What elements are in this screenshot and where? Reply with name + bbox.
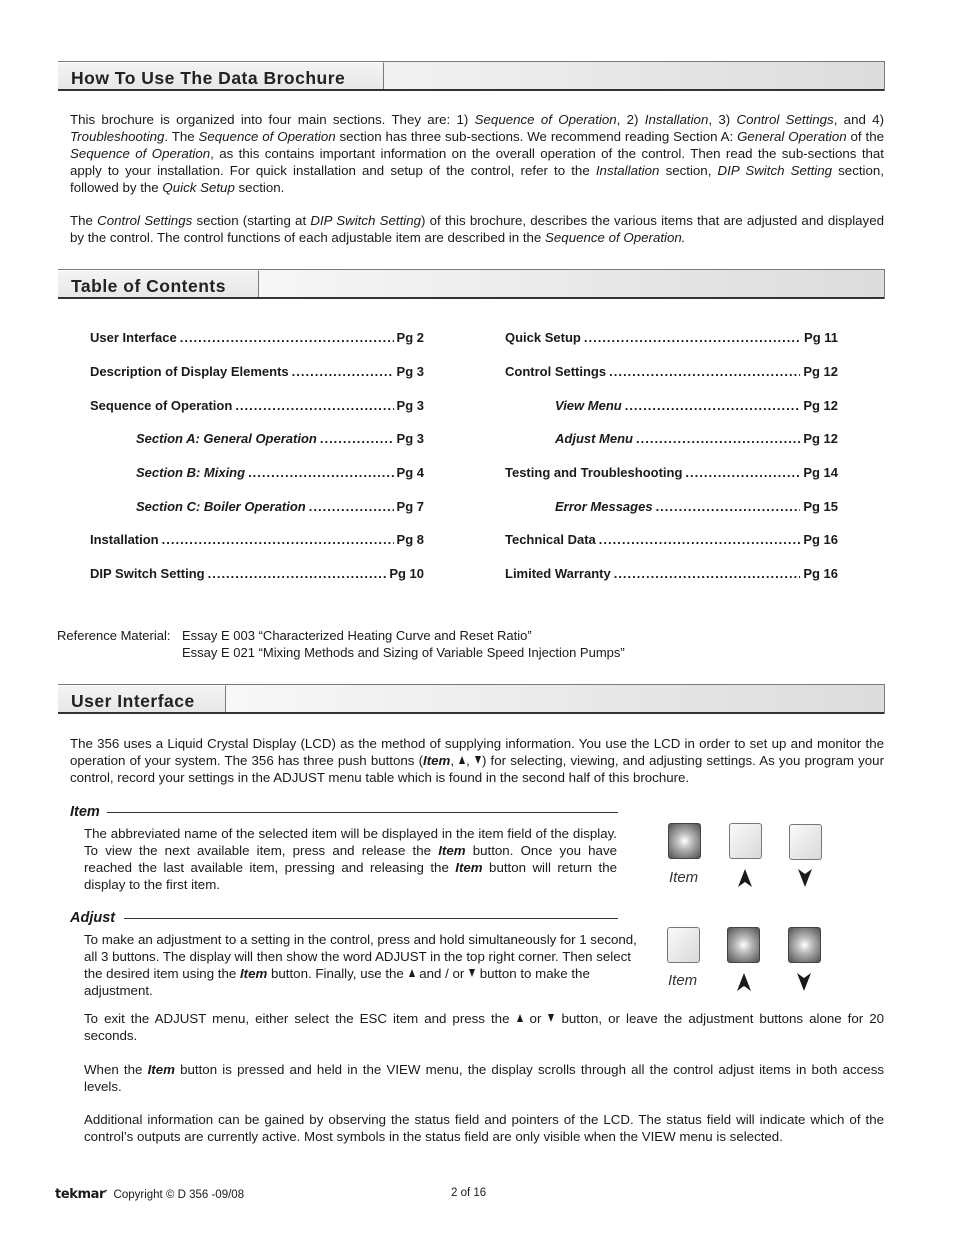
down-arrow-icon	[548, 1014, 554, 1022]
item-subheading-label: Item	[70, 804, 100, 820]
section-header-user-interface	[58, 684, 885, 714]
toc-entry	[555, 398, 838, 413]
down-arrow-icon	[797, 973, 811, 991]
toc-entry	[90, 398, 424, 413]
toc-leader-dots	[584, 330, 801, 345]
toc-leader-dots	[599, 532, 801, 547]
toc-entry-label: Installation	[90, 532, 159, 547]
down-arrow-icon	[469, 969, 475, 977]
section-title-user-interface: User Interface	[58, 685, 226, 714]
section-rule	[58, 712, 884, 714]
item-button	[667, 927, 700, 963]
toc-entry-page: Pg 8	[396, 532, 424, 547]
up-arrow-icon	[409, 969, 415, 977]
adjust-subheading-label: Adjust	[70, 910, 116, 926]
up-button	[729, 823, 762, 859]
toc-entry-label: Error Messages	[555, 499, 653, 514]
item-button-pressed	[668, 823, 701, 859]
section-rule	[58, 297, 884, 299]
toc-entry-page: Pg 2	[396, 330, 424, 345]
up-arrow-icon	[517, 1014, 523, 1022]
toc-entry-label: Section A: General Operation	[136, 431, 317, 446]
adjust-description: To make an adjustment to a setting in the control, press and hold simultaneously for 1 second, all 3 buttons. The display will then show the word ADJUST in the top right corner. Then select the desired item using the Item button. Finally, use the and / or button to make the adjustment.	[84, 932, 637, 998]
section-header-how-to	[58, 61, 885, 91]
toc-entry-page: Pg 3	[396, 364, 424, 379]
user-interface-intro: The 356 uses a Liquid Crystal Display (LCD) as the method of supplying information. You use the LCD in order to set up and monitor the operation of your system. The 356 has three push buttons (Item, , ) for selecting, viewing, and adjusting settings. As you program your control, record your settings in the ADJUST menu table which is found in the second half of this brochure.	[70, 736, 884, 785]
up-arrow-icon	[459, 756, 465, 764]
toc-entry-page: Pg 4	[396, 465, 424, 480]
reference-essay-2: Essay E 021 “Mixing Methods and Sizing of Variable Speed Injection Pumps”	[182, 645, 625, 660]
toc-leader-dots	[248, 465, 393, 480]
toc-entry-label: Section C: Boiler Operation	[136, 499, 306, 514]
toc-entry	[505, 330, 838, 345]
toc-entry	[136, 499, 424, 514]
copyright-text: Copyright © D 356 -09/08	[113, 1189, 245, 1201]
toc-leader-dots	[625, 398, 801, 413]
footer-left: tekmar• Copyright © D 356 -09/08	[55, 1187, 245, 1202]
toc-entry-label: View Menu	[555, 398, 622, 413]
item-button-caption: Item	[669, 869, 699, 886]
down-button-pressed	[788, 927, 821, 963]
section-title-toc: Table of Contents	[58, 270, 259, 299]
toc-entry	[505, 566, 838, 581]
toc-entry-label: Testing and Troubleshooting	[505, 465, 683, 480]
toc-entry	[505, 364, 838, 379]
toc-entry-page: Pg 16	[803, 532, 838, 547]
toc-entry	[136, 465, 424, 480]
toc-entry-label: Quick Setup	[505, 330, 581, 345]
toc-entry-page: Pg 3	[396, 431, 424, 446]
tekmar-logo: tekmar	[55, 1187, 106, 1202]
toc-entry-label: User Interface	[90, 330, 177, 345]
toc-entry	[90, 364, 424, 379]
toc-entry-page: Pg 12	[803, 431, 838, 446]
item-subheading	[70, 803, 618, 821]
up-button-pressed	[727, 927, 760, 963]
reference-material-prefix: Reference Material:	[57, 628, 171, 643]
view-menu-paragraph: When the Item button is pressed and held in the VIEW menu, the display scrolls through all the control adjust items in both access levels.	[84, 1062, 885, 1094]
toc-entry-page: Pg 12	[803, 398, 838, 413]
toc-entry-label: Section B: Mixing	[136, 465, 246, 480]
toc-entry-label: Description of Display Elements	[90, 364, 289, 379]
toc-leader-dots	[614, 566, 801, 581]
toc-entry-page: Pg 14	[803, 465, 838, 480]
reference-essay-1: Essay E 003 “Characterized Heating Curve and Reset Ratio”	[182, 628, 532, 643]
down-arrow-icon	[798, 869, 812, 887]
toc-entry-label: Adjust Menu	[555, 431, 633, 446]
toc-entry-page: Pg 7	[396, 499, 424, 514]
item-button-caption: Item	[668, 972, 698, 989]
toc-leader-dots	[609, 364, 800, 379]
toc-leader-dots	[235, 398, 393, 413]
how-to-paragraph-1: This brochure is organized into four main sections. They are: 1) Sequence of Operation, 2) Installation, 3) Control Settings, and 4) Troubleshooting. The Sequence of Operation section has three sub-sections. We recommend reading Section A: General Operation of the Sequence of Operation, as this contains important information on the overall operation of the control. Then read the sub-sections that apply to your installation. For quick installation and setup of the control, refer to the Installation section, DIP Switch Setting section, followed by the Quick Setup section.	[70, 112, 884, 195]
toc-leader-dots	[320, 431, 394, 446]
section-title-how-to: How To Use The Data Brochure	[58, 62, 384, 91]
toc-entry-page: Pg 16	[803, 566, 838, 581]
exit-adjust-paragraph: To exit the ADJUST menu, either select the ESC item and press the or button, or leave the adjustment buttons alone for 20 seconds.	[84, 1011, 885, 1043]
toc-leader-dots	[180, 330, 394, 345]
up-arrow-icon	[737, 973, 751, 991]
toc-leader-dots	[162, 532, 394, 547]
toc-entry	[505, 465, 838, 480]
toc-entry-label: Sequence of Operation	[90, 398, 233, 413]
toc-entry-page: Pg 10	[389, 566, 424, 581]
toc-entry	[555, 431, 838, 446]
item-subheading-rule	[107, 812, 618, 813]
adjust-subheading	[70, 909, 618, 927]
toc-entry-page: Pg 12	[803, 364, 838, 379]
toc-entry-page: Pg 3	[396, 398, 424, 413]
toc-entry-label: Control Settings	[505, 364, 607, 379]
up-arrow-icon	[738, 869, 752, 887]
toc-leader-dots	[685, 465, 800, 480]
adjust-subheading-rule	[124, 918, 618, 919]
toc-entry	[555, 499, 838, 514]
toc-entry	[505, 532, 838, 547]
page-number: 2 of 16	[451, 1187, 487, 1199]
toc-leader-dots	[292, 364, 394, 379]
down-button	[789, 824, 822, 860]
toc-entry-label: Technical Data	[505, 532, 596, 547]
toc-leader-dots	[656, 499, 801, 514]
status-field-paragraph: Additional information can be gained by observing the status field and pointers of the LCD. The status field will indicate which of the control’s outputs are currently active. Most symbols in the status field are only visible when the VIEW menu is selected.	[84, 1112, 884, 1144]
toc-entry	[90, 532, 424, 547]
down-arrow-icon	[475, 756, 481, 764]
toc-entry	[90, 566, 424, 581]
toc-leader-dots	[309, 499, 394, 514]
toc-entry-page: Pg 15	[803, 499, 838, 514]
toc-entry-label: Limited Warranty	[505, 566, 611, 581]
toc-entry	[90, 330, 424, 345]
section-rule	[58, 89, 884, 91]
toc-entry	[136, 431, 424, 446]
toc-entry-label: DIP Switch Setting	[90, 566, 205, 581]
item-description: The abbreviated name of the selected item will be displayed in the item field of the display. To view the next available item, press and release the Item button. Once you have reached the last available item, pressing and releasing the Item button will return the display to the first item.	[84, 826, 617, 892]
toc-entry-page: Pg 11	[804, 330, 838, 345]
toc-leader-dots	[636, 431, 800, 446]
toc-leader-dots	[208, 566, 387, 581]
section-header-toc	[58, 269, 885, 299]
how-to-paragraph-2: The Control Settings section (starting at DIP Switch Setting) of this brochure, describes the various items that are adjusted and displayed by the control. The control functions of each adjustable item are described in the Sequence of Operation.	[70, 213, 884, 245]
